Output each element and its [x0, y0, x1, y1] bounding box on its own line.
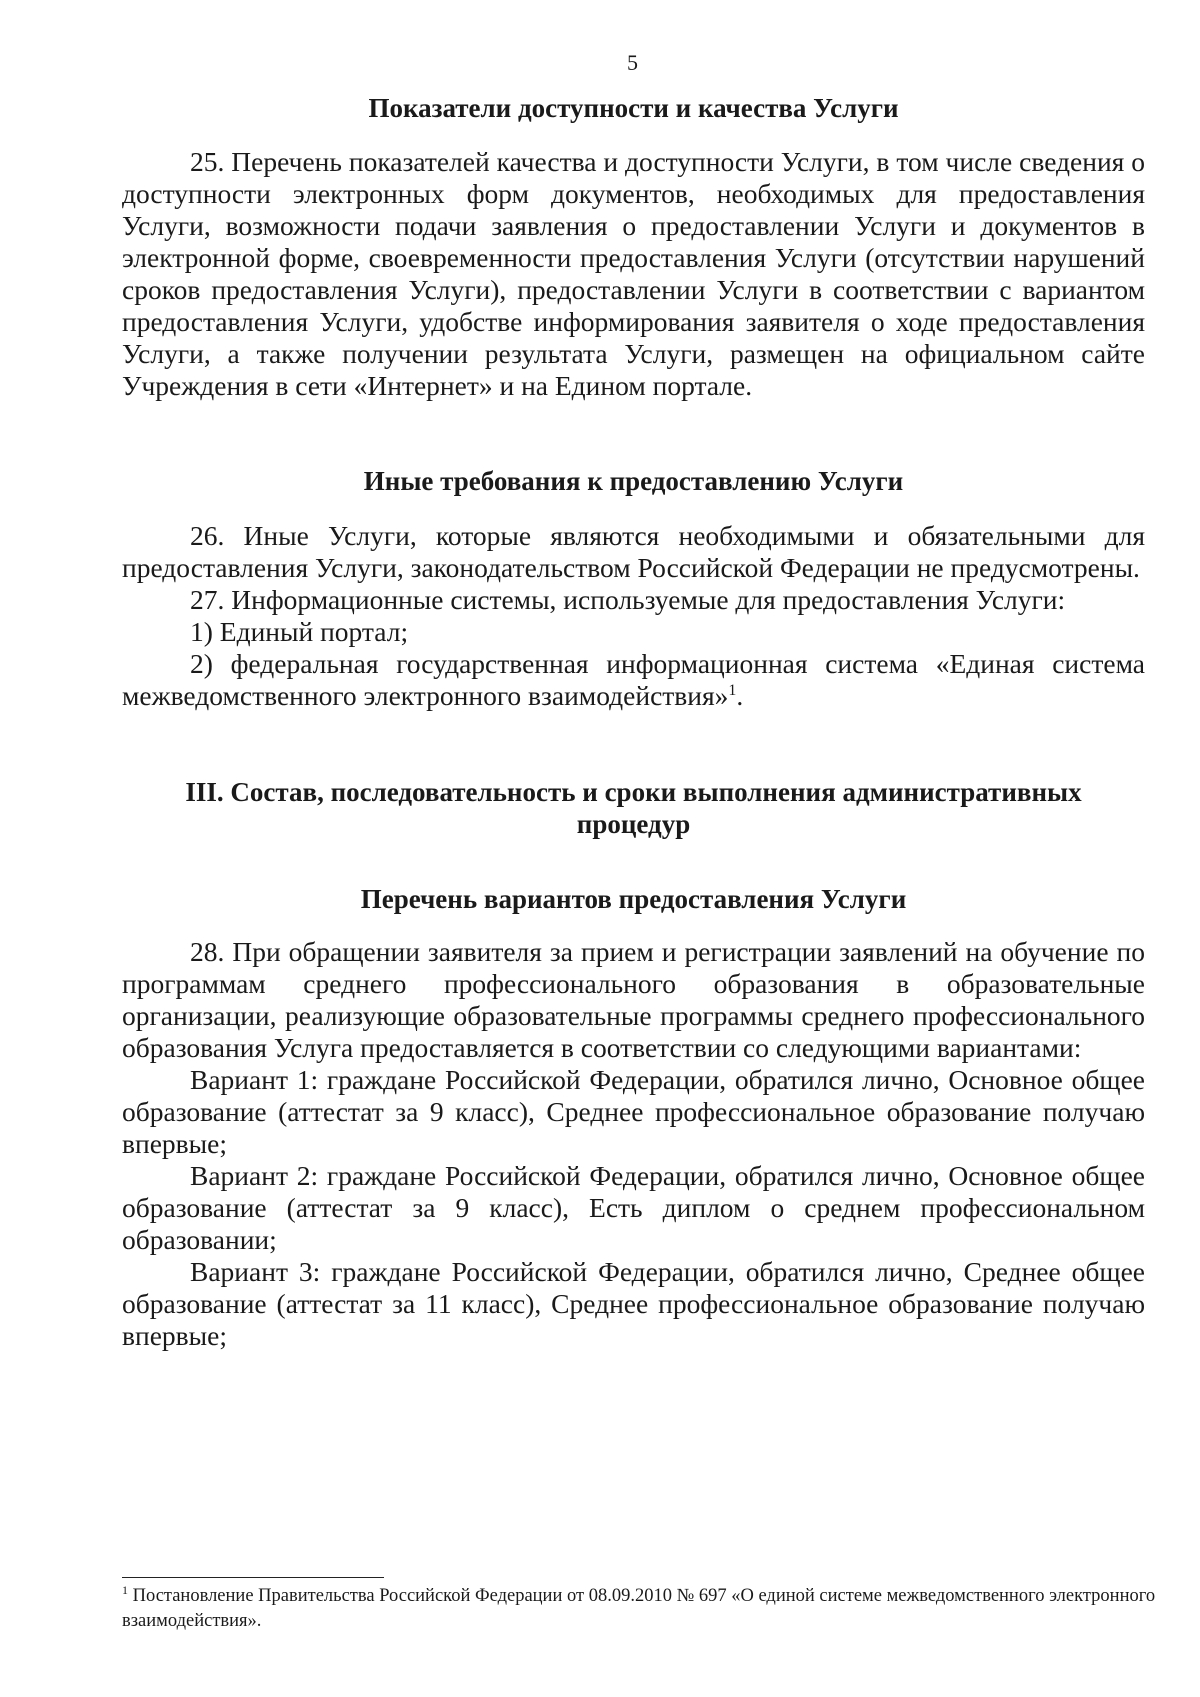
paragraph-block-26-27 [122, 520, 1145, 712]
paragraph-27-item-2 [122, 648, 1145, 712]
paragraph-block-28 [122, 936, 1145, 1352]
page-number: 5 [627, 50, 638, 75]
section-heading-accessibility: Показатели доступности и качества Услуги [368, 93, 899, 123]
paragraph-26: 26. Иные Услуги, которые являются необходимыми и обязательными для предоставления Услуги, законодательством Российской Федерации не предусмотрены. [122, 520, 1145, 583]
footnote-text: Постановление Правительства Российской Федерации от 08.09.2010 № 697 «О единой системе межведомственного электронного взаимодействия». [122, 1586, 1156, 1631]
variant-1: Вариант 1: граждане Российской Федерации, обратился лично, Основное общее образование (аттестат за 9 класс), Среднее профессиональное образование получаю впервые; [122, 1064, 1145, 1159]
paragraph-25: 25. Перечень показателей качества и доступности Услуги, в том числе сведения о доступности электронных форм документов, необходимых для предоставления Услуги, возможности подачи заявления о предоставлении Услуги и документов в электронной форме, своевременности предоставления Услуги (отсутствии нарушений сроков предоставления Услуги), предоставлении Услуги в соответствии с вариантом предоставления Услуги, удобстве информирования заявителя о ходе предоставления Услуги, а также получении результата Услуги, размещен на официальном сайте Учреждения в сети «Интернет» и на Едином портале. [122, 146, 1145, 401]
footnote-mark: 1 [122, 1582, 128, 1597]
variant-2: Вариант 2: граждане Российской Федерации, обратился лично, Основное общее образование (аттестат за 9 класс), Есть диплом о среднем профессиональном образовании; [122, 1160, 1145, 1255]
footnote-reference: 1 [728, 681, 737, 699]
footnote-separator [122, 1577, 384, 1578]
section-heading-other-requirements: Иные требования к предоставлению Услуги [363, 466, 904, 496]
paragraph-27-item-2-text: 2) федеральная государственная информационная система «Единая система межведомственного электронного взаимодействия» [122, 648, 1145, 711]
paragraph-28: 28. При обращении заявителя за прием и регистрации заявлений на обучение по программам среднего профессионального образования в образовательные организации, реализующие образовательные программы среднего профессионального образования Услуга предоставляется в соответствии со следующими вариантами: [122, 936, 1145, 1063]
section-heading-iii-line-2: процедур [576, 809, 691, 839]
footnote [122, 1584, 1162, 1634]
section-heading-iii [122, 776, 1145, 840]
variant-3: Вариант 3: граждане Российской Федерации, обратился лично, Среднее общее образование (аттестат за 11 класс), Среднее профессиональное образование получаю впервые; [122, 1256, 1145, 1351]
paragraph-27: 27. Информационные системы, используемые для предоставления Услуги: [190, 584, 1066, 615]
paragraph-block-25 [122, 146, 1145, 402]
section-heading-iii-line-1: III. Состав, последовательность и сроки выполнения административных [185, 777, 1082, 807]
paragraph-27-item-1: 1) Единый портал; [190, 616, 409, 647]
paragraph-27-item-2-end: . [736, 680, 744, 711]
section-heading-variants: Перечень вариантов предоставления Услуги [360, 884, 907, 914]
